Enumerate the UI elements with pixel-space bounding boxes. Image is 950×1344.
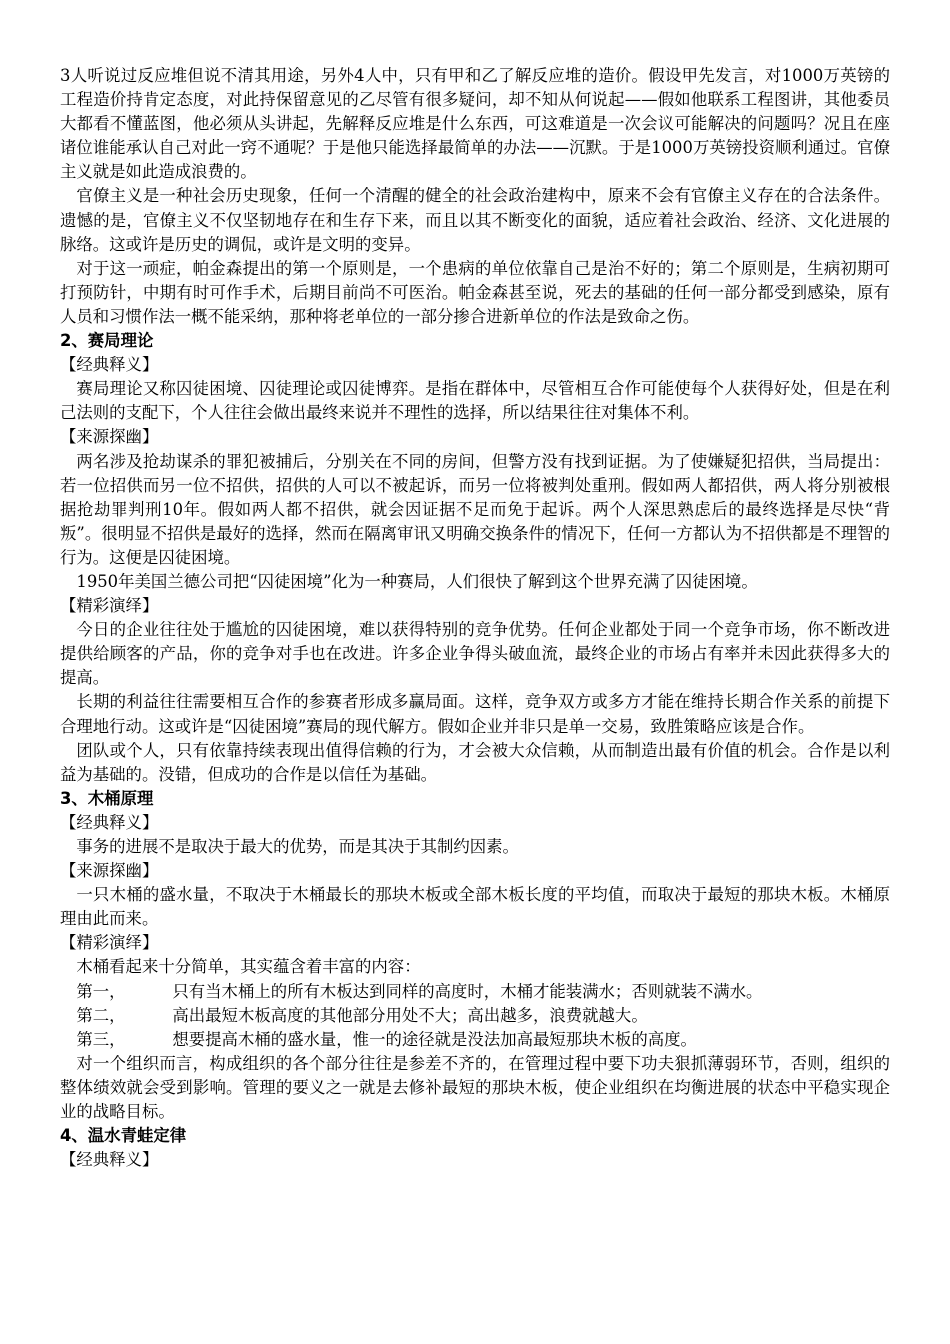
subsection-tag: 【经典释义】: [60, 355, 159, 375]
subsection-tag: 【经典释义】: [60, 1150, 159, 1170]
paragraph: 两名涉及抢劫谋杀的罪犯被捕后，分别关在不同的房间，但警方没有找到证据。为了使嫌疑犯招供，当局提出：若一位招供而另一位不招供，招供的人可以不被起诉，而另一位将被判处重刑。假如两人都招供，两人将分别被根据抢劫罪判刑10年。假如两人都不招供，就会因证据不足而免于起诉。两个人深思熟虑后的最终选择是尽快“背叛”。很明显不招供是最好的选择，然而在隔离审讯又明确交换条件的情况下，任何一方都认为不招供都是不理智的行为。这便是囚徒困境。: [60, 451, 890, 567]
list-item-label: 第三，: [76, 1029, 126, 1049]
document-page: [60, 64, 890, 1172]
paragraph: 对于这一顽症，帕金森提出的第一个原则是，一个患病的单位依靠自己是治不好的；第二个原则是，生病初期可打预防针，中期有时可作手术，后期目前尚不可医治。帕金森甚至说，死去的基础的任何一部分都受到感染，原有人员和习惯作法一概不能采纳，那种将老单位的一部分掺合进新单位的作法是致命之伤。: [60, 258, 890, 326]
list-item-text: 只有当木桶上的所有木板达到同样的高度时，木桶才能装满水；否则就装不满水。: [172, 981, 763, 1001]
section-heading: 3、木桶原理: [60, 788, 154, 808]
paragraph: 官僚主义是一种社会历史现象，任何一个清醒的健全的社会政治建构中，原来不会有官僚主义存在的合法条件。遗憾的是，官僚主义不仅坚韧地存在和生存下来，而且以其不断变化的面貌，适应着社会政治、经济、文化进展的脉络。这或许是历史的调侃，或许是文明的变异。: [60, 186, 890, 254]
subsection-tag: 【精彩演绎】: [60, 933, 159, 953]
paragraph: 团队或个人，只有依靠持续表现出值得信赖的行为，才会被大众信赖，从而制造出最有价值的机会。合作是以利益为基础的。没错，但成功的合作是以信任为基础。: [60, 740, 890, 784]
section-heading: 4、温水青蛙定律: [60, 1126, 187, 1146]
subsection-tag: 【精彩演绎】: [60, 596, 159, 616]
paragraph: 赛局理论又称囚徒困境、囚徒理论或囚徒博弈。是指在群体中，尽管相互合作可能使每个人获得好处，但是在利己法则的支配下，个人往往会做出最终来说并不理性的选择，所以结果往往对集体不利。: [60, 379, 890, 423]
list-item-text: 高出最短木板高度的其他部分用处不大；高出越多，浪费就越大。: [172, 1005, 648, 1025]
list-item: [60, 1004, 890, 1028]
subsection-tag: 【来源探幽】: [60, 427, 159, 447]
paragraph: 1950年美国兰德公司把“囚徒困境”化为一种赛局，人们很快了解到这个世界充满了囚徒困境。: [76, 571, 758, 591]
paragraph: 木桶看起来十分简单，其实蕴含着丰富的内容：: [76, 957, 421, 977]
list-item: [60, 980, 890, 1004]
subsection-tag: 【经典释义】: [60, 812, 159, 832]
list-item-label: 第一，: [76, 981, 126, 1001]
subsection-tag: 【来源探幽】: [60, 861, 159, 881]
list-item-label: 第二，: [76, 1005, 126, 1025]
list-item-text: 想要提高木桶的盛水量，惟一的途径就是没法加高最短那块木板的高度。: [172, 1029, 697, 1049]
paragraph: 长期的利益往往需要相互合作的参赛者形成多赢局面。这样，竞争双方或多方才能在维持长期合作关系的前提下合理地行动。这或许是“囚徒困境”赛局的现代解方。假如企业并非只是单一交易，致胜策略应该是合作。: [60, 692, 890, 736]
section-heading: 2、赛局理论: [60, 331, 154, 351]
list-item: [60, 1028, 890, 1052]
paragraph: 3人听说过反应堆但说不清其用途，另外4人中，只有甲和乙了解反应堆的造价。假设甲先发言，对1000万英镑的工程造价持肯定态度，对此持保留意见的乙尽管有很多疑问，却不知从何说起——假如他联系工程图讲，其他委员大都看不懂蓝图，他必须从头讲起，先解释反应堆是什么东西，可这难道是一次会议可能解决的问题吗？况且在座诸位谁能承认自己对此一窍不通呢？于是他只能选择最简单的办法——沉默。于是1000万英镑投资顺利通过。官僚主义就是如此造成浪费的。: [60, 66, 890, 182]
paragraph: 一只木桶的盛水量，不取决于木桶最长的那块木板或全部木板长度的平均值，而取决于最短的那块木板。木桶原理由此而来。: [60, 885, 890, 929]
paragraph: 对一个组织而言，构成组织的各个部分往往是参差不齐的，在管理过程中要下功夫狠抓薄弱环节，否则，组织的整体绩效就会受到影响。管理的要义之一就是去修补最短的那块木板，使企业组织在均衡进展的状态中平稳实现企业的战略目标。: [60, 1053, 890, 1122]
paragraph: 今日的企业往往处于尴尬的囚徒困境，难以获得特别的竞争优势。任何企业都处于同一个竞争市场，你不断改进提供给顾客的产品，你的竞争对手也在改进。许多企业争得头破血流，最终企业的市场占有率并未因此获得多大的提高。: [60, 620, 890, 688]
paragraph: 事务的进展不是取决于最大的优势，而是其决于其制约因素。: [76, 837, 519, 856]
